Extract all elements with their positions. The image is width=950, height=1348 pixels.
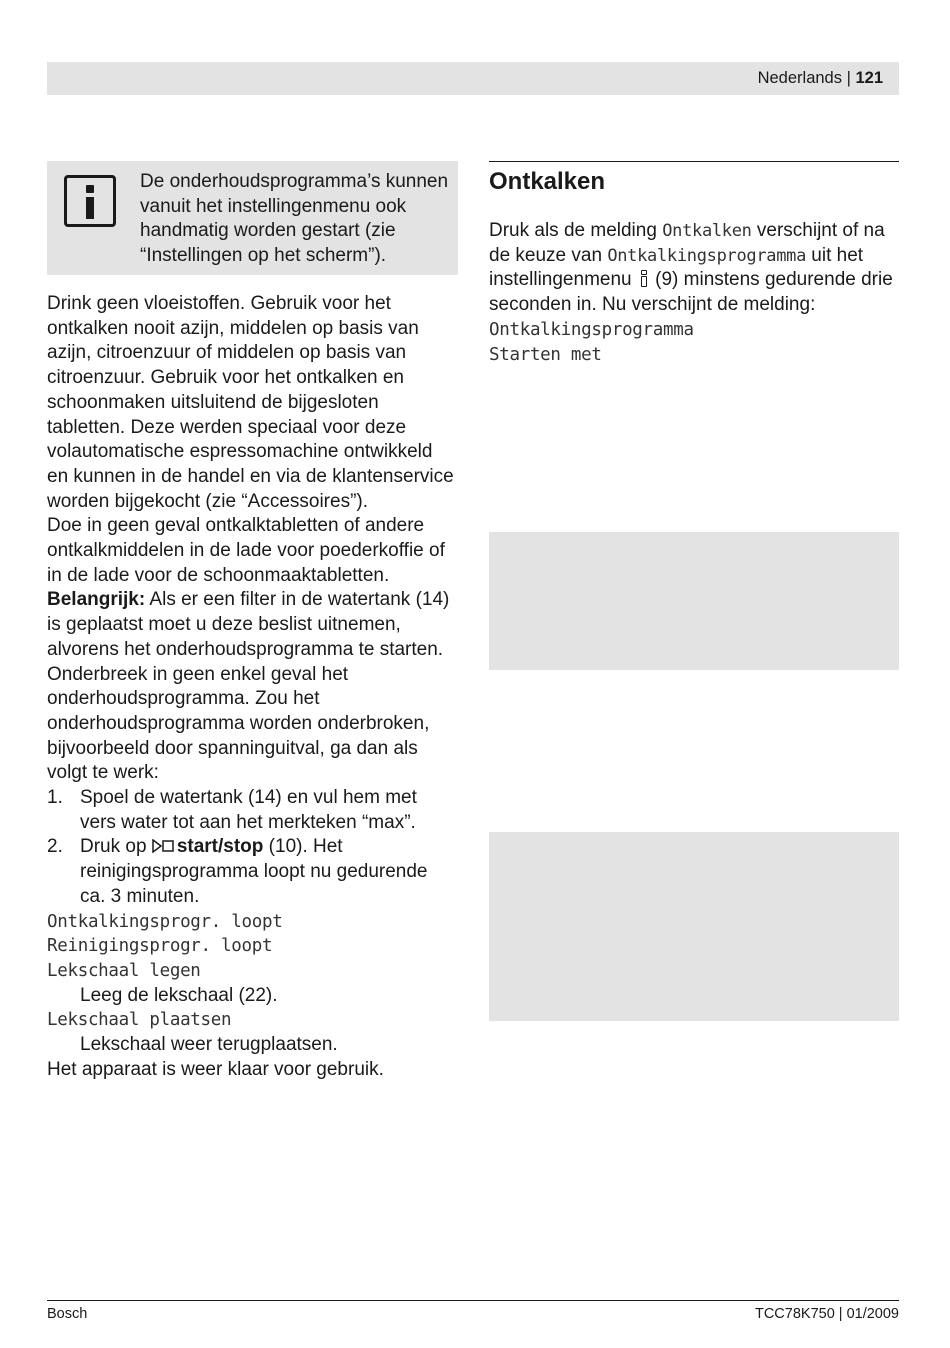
display-insert-drip-tray: Lekschaal plaatsen [47,1010,232,1031]
footer-brand: Bosch [47,1306,88,1322]
image-placeholder [489,832,899,1021]
left-body [47,292,458,1083]
steps-list [47,786,458,910]
list-item [47,835,458,909]
text-part: (9) minstens gedurende drie seconden in. Nu verschijnt de melding: [489,269,893,316]
paragraph-no-tablets: Doe in geen geval ontkalktabletten of andere ontkalkmiddelen in de lade voor poederkoffie of in de lade voor de schoonmaaktabletten. [47,515,445,586]
right-column [489,161,899,367]
display-message-line-1: Ontkalkingsprogramma [489,319,694,340]
header-language: Nederlands [757,69,842,87]
page-header [47,62,899,95]
note-text: De onderhoudsprogramma’s kunnen vanuit het instellingenmenu ook handmatig worden gestart (zie “Instellingen op het scherm”). [140,171,449,267]
paragraph-warning: Drink geen vloeistoffen. Gebruik voor het ontkalken nooit azijn, middelen op basis van azijn, citroenzuur of middelen op basis van citroenzuur. Gebruik voor het ontkalken en schoonmaken uitsluitend de bijgesloten tabletten. Deze werden speciaal voor deze volautomatische espressomachine ontwikkeld en kunnen in de handel en via de klantenservice worden bijgekocht (zie “Accessoires”). [47,293,454,512]
info-small-icon [640,270,647,286]
step-pre: Druk op [80,836,147,858]
text-part: verschijnt of na de keuze van [489,220,885,266]
left-column [47,161,458,1083]
paragraph-important [47,588,458,662]
section-title: Ontkalken [489,168,606,195]
step-post: (10). Het reinigingsprogramma loopt nu gedurende ca. 3 minuten. [80,836,428,907]
instruction-empty-tray: Leeg de lekschaal (22). [80,984,278,1006]
display-inline-descale: Ontkalken [662,221,752,241]
footer-model-date: TCC78K750 | 01/2009 [754,1306,899,1322]
display-cleaning-running: Reinigingsprogr. loopt [47,936,273,957]
step-text: Spoel de watertank (14) en vul hem met vers water tot aan het merkteken “max”. [80,787,417,833]
start-stop-label: start/stop [176,836,264,858]
footer-divider [47,1300,899,1301]
display-inline-program: Ontkalkingsprogramma [607,245,807,266]
section-divider [489,161,899,162]
start-stop-icon [152,839,174,853]
page-number: 121 [855,69,883,87]
display-descaling-running: Ontkalkingsprogr. loopt [47,911,283,932]
display-message-line-2: Starten met [489,344,602,365]
text-part: Druk als de melding [489,220,663,241]
list-item [47,786,458,835]
step-number: 1. [47,787,63,809]
note-box [47,161,458,275]
paragraph-interrupt: Onderbreek in geen enkel geval het onderhoudsprogramma. Zou het onderhoudsprogramma worden onderbroken, bijvoorbeeld door spanninguitval, ga dan als volgt te werk: [47,663,430,784]
important-text: Als er een filter in de watertank (14) is geplaatst moet u deze beslist uitnemen, alvorens het onderhoudsprogramma te starten. [47,589,450,660]
paragraph-ready: Het apparaat is weer klaar voor gebruik. [47,1058,384,1080]
info-icon [64,175,116,227]
text-part: uit het instellingenmenu [489,244,864,291]
header-separator: | [846,69,851,87]
instruction-insert-tray: Lekschaal weer terugplaatsen. [80,1034,338,1056]
image-placeholder [489,532,899,670]
right-body [489,219,899,367]
header-text [758,69,883,88]
step-number: 2. [47,836,63,858]
important-label: Belangrijk: [47,589,146,611]
display-empty-drip-tray: Lekschaal legen [47,960,201,981]
